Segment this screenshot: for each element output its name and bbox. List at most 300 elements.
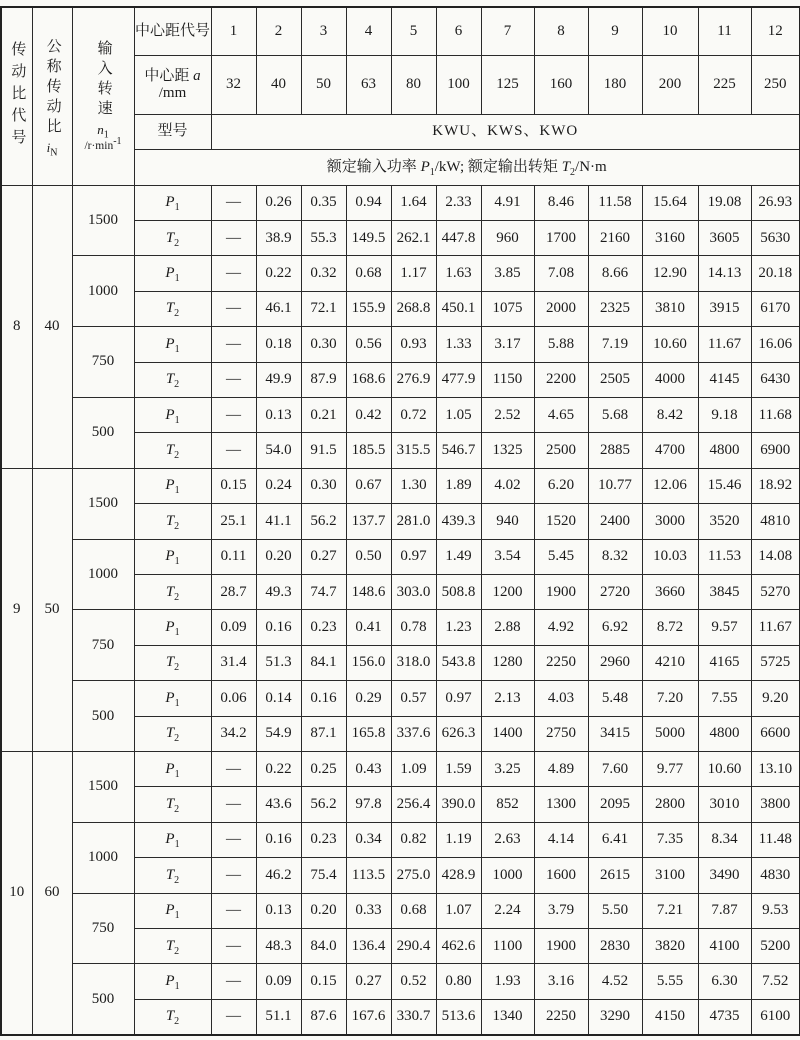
value-cell: 14.08 xyxy=(751,539,800,574)
value-cell: 165.8 xyxy=(346,716,391,751)
value-cell: 546.7 xyxy=(436,433,481,468)
value-cell: 3160 xyxy=(642,220,698,255)
value-cell: 0.26 xyxy=(256,185,301,220)
value-cell: 543.8 xyxy=(436,645,481,680)
value-cell: 4145 xyxy=(698,362,751,397)
value-cell: 11.58 xyxy=(588,185,642,220)
value-cell: 49.3 xyxy=(256,575,301,610)
value-cell: 4.02 xyxy=(481,468,534,503)
value-cell: 2250 xyxy=(534,999,588,1035)
value-cell: 1075 xyxy=(481,291,534,326)
input-speed-cell: 1000 xyxy=(72,822,134,893)
value-cell: 3915 xyxy=(698,291,751,326)
value-cell: 10.60 xyxy=(642,327,698,362)
col-header-ratio-code xyxy=(1,7,32,185)
value-cell: 2615 xyxy=(588,858,642,893)
t2-row-label: $T_2$ xyxy=(134,575,211,610)
value-cell: 0.43 xyxy=(346,752,391,787)
value-cell: 2325 xyxy=(588,291,642,326)
value-cell: 4810 xyxy=(751,504,800,539)
value-cell: 0.78 xyxy=(391,610,436,645)
value-cell: 9.18 xyxy=(698,397,751,432)
value-cell: 55.3 xyxy=(301,220,346,255)
value-cell: 10.77 xyxy=(588,468,642,503)
value-cell: 2500 xyxy=(534,433,588,468)
value-cell: 7.08 xyxy=(534,256,588,291)
value-cell: 97.8 xyxy=(346,787,391,822)
value-cell: 318.0 xyxy=(391,645,436,680)
ratio-code-label: 传动比代号 xyxy=(9,41,26,152)
value-cell: 43.6 xyxy=(256,787,301,822)
value-cell: 54.0 xyxy=(256,433,301,468)
value-cell: 276.9 xyxy=(391,362,436,397)
value-cell: 0.30 xyxy=(301,327,346,362)
center-code-cell: 10 xyxy=(642,7,698,56)
value-cell: 2.33 xyxy=(436,185,481,220)
value-cell: 2400 xyxy=(588,504,642,539)
value-cell: 56.2 xyxy=(301,504,346,539)
value-cell: 0.15 xyxy=(301,964,346,999)
value-cell: 4165 xyxy=(698,645,751,680)
value-cell: 148.6 xyxy=(346,575,391,610)
value-cell: 0.93 xyxy=(391,327,436,362)
value-cell: 4700 xyxy=(642,433,698,468)
value-cell: 74.7 xyxy=(301,575,346,610)
value-cell: 167.6 xyxy=(346,999,391,1035)
value-cell: — xyxy=(211,893,256,928)
value-cell: 940 xyxy=(481,504,534,539)
value-cell: 2.52 xyxy=(481,397,534,432)
header-row-center-code xyxy=(1,7,800,56)
p1-row-label: $P_1$ xyxy=(134,964,211,999)
value-cell: 6600 xyxy=(751,716,800,751)
value-cell: 0.06 xyxy=(211,681,256,716)
value-cell: — xyxy=(211,185,256,220)
value-cell: 7.20 xyxy=(642,681,698,716)
value-cell: 3520 xyxy=(698,504,751,539)
value-cell: 0.72 xyxy=(391,397,436,432)
ratio-code-cell: 10 xyxy=(1,752,32,1035)
value-cell: 0.80 xyxy=(436,964,481,999)
value-cell: 1150 xyxy=(481,362,534,397)
value-cell: 462.6 xyxy=(436,929,481,964)
value-cell: 0.30 xyxy=(301,468,346,503)
value-cell: 5000 xyxy=(642,716,698,751)
input-speed-cell: 500 xyxy=(72,397,134,468)
value-cell: — xyxy=(211,752,256,787)
p1-row-label: $P_1$ xyxy=(134,752,211,787)
value-cell: 3100 xyxy=(642,858,698,893)
value-cell: 626.3 xyxy=(436,716,481,751)
value-cell: 1100 xyxy=(481,929,534,964)
value-cell: 34.2 xyxy=(211,716,256,751)
value-cell: 87.6 xyxy=(301,999,346,1035)
center-code-cell: 12 xyxy=(751,7,800,56)
value-cell: 450.1 xyxy=(436,291,481,326)
value-cell: 2.24 xyxy=(481,893,534,928)
ratio-code-cell: 9 xyxy=(1,468,32,751)
nominal-ratio-symbol: $i_N$ xyxy=(46,139,58,159)
value-cell: 1.30 xyxy=(391,468,436,503)
value-cell: 281.0 xyxy=(391,504,436,539)
center-code-cell: 6 xyxy=(436,7,481,56)
value-cell: 51.1 xyxy=(256,999,301,1035)
value-cell: 1.07 xyxy=(436,893,481,928)
value-cell: 4.03 xyxy=(534,681,588,716)
value-cell: 2160 xyxy=(588,220,642,255)
value-cell: 0.52 xyxy=(391,964,436,999)
value-cell: 0.16 xyxy=(301,681,346,716)
value-cell: 156.0 xyxy=(346,645,391,680)
value-cell: — xyxy=(211,929,256,964)
value-cell: 1900 xyxy=(534,929,588,964)
model-header-label: 型号 xyxy=(134,114,211,149)
value-cell: 0.67 xyxy=(346,468,391,503)
center-code-cell: 1 xyxy=(211,7,256,56)
value-cell: 4.92 xyxy=(534,610,588,645)
value-cell: 8.72 xyxy=(642,610,698,645)
value-cell: 2250 xyxy=(534,645,588,680)
value-cell: 1600 xyxy=(534,858,588,893)
value-cell: 7.19 xyxy=(588,327,642,362)
value-cell: 1.17 xyxy=(391,256,436,291)
value-cell: 155.9 xyxy=(346,291,391,326)
center-code-cell: 8 xyxy=(534,7,588,56)
nominal-ratio-label: 公称传动比 xyxy=(44,37,61,138)
rating-note: 额定输入功率 $P_1/kW$; 额定输出转矩 $T_2/N\cdot m$ xyxy=(134,150,800,185)
value-cell: 0.32 xyxy=(301,256,346,291)
data-row xyxy=(1,256,800,291)
value-cell: 7.21 xyxy=(642,893,698,928)
center-code-cell: 4 xyxy=(346,7,391,56)
value-cell: 337.6 xyxy=(391,716,436,751)
value-cell: 4800 xyxy=(698,433,751,468)
value-cell: 0.23 xyxy=(301,610,346,645)
value-cell: 2000 xyxy=(534,291,588,326)
value-cell: 5.48 xyxy=(588,681,642,716)
value-cell: — xyxy=(211,858,256,893)
center-dist-cell: 250 xyxy=(751,56,800,115)
value-cell: 2830 xyxy=(588,929,642,964)
p1-row-label: $P_1$ xyxy=(134,822,211,857)
value-cell: — xyxy=(211,327,256,362)
spec-table-body xyxy=(1,7,800,1035)
p1-row-label: $P_1$ xyxy=(134,539,211,574)
p1-row-label: $P_1$ xyxy=(134,610,211,645)
value-cell: 5.55 xyxy=(642,964,698,999)
value-cell: 49.9 xyxy=(256,362,301,397)
value-cell: 54.9 xyxy=(256,716,301,751)
value-cell: 46.1 xyxy=(256,291,301,326)
value-cell: 1280 xyxy=(481,645,534,680)
value-cell: 1.05 xyxy=(436,397,481,432)
value-cell: 3.25 xyxy=(481,752,534,787)
value-cell: 0.41 xyxy=(346,610,391,645)
value-cell: 75.4 xyxy=(301,858,346,893)
value-cell: 275.0 xyxy=(391,858,436,893)
center-dist-header-label: 中心距 a /mm xyxy=(134,56,211,115)
value-cell: 4100 xyxy=(698,929,751,964)
p1-row-label: $P_1$ xyxy=(134,681,211,716)
input-speed-cell: 1000 xyxy=(72,256,134,327)
value-cell: 1.63 xyxy=(436,256,481,291)
value-cell: 262.1 xyxy=(391,220,436,255)
value-cell: 447.8 xyxy=(436,220,481,255)
value-cell: 0.11 xyxy=(211,539,256,574)
value-cell: 7.60 xyxy=(588,752,642,787)
value-cell: 137.7 xyxy=(346,504,391,539)
value-cell: 1520 xyxy=(534,504,588,539)
value-cell: 149.5 xyxy=(346,220,391,255)
center-code-cell: 5 xyxy=(391,7,436,56)
value-cell: 6.20 xyxy=(534,468,588,503)
value-cell: 168.6 xyxy=(346,362,391,397)
value-cell: 11.68 xyxy=(751,397,800,432)
center-dist-cell: 80 xyxy=(391,56,436,115)
data-row xyxy=(1,468,800,503)
value-cell: 5630 xyxy=(751,220,800,255)
value-cell: 2720 xyxy=(588,575,642,610)
value-cell: 4.91 xyxy=(481,185,534,220)
value-cell: 3.17 xyxy=(481,327,534,362)
value-cell: 2.63 xyxy=(481,822,534,857)
value-cell: 2505 xyxy=(588,362,642,397)
value-cell: 5.68 xyxy=(588,397,642,432)
value-cell: 0.18 xyxy=(256,327,301,362)
value-cell: 0.34 xyxy=(346,822,391,857)
value-cell: 16.06 xyxy=(751,327,800,362)
value-cell: 290.4 xyxy=(391,929,436,964)
value-cell: 4000 xyxy=(642,362,698,397)
center-code-header-label: 中心距代号 xyxy=(134,7,211,56)
value-cell: 48.3 xyxy=(256,929,301,964)
value-cell: 84.1 xyxy=(301,645,346,680)
value-cell: — xyxy=(211,964,256,999)
model-value: KWU、KWS、KWO xyxy=(211,114,800,149)
value-cell: 508.8 xyxy=(436,575,481,610)
value-cell: 0.29 xyxy=(346,681,391,716)
value-cell: 7.52 xyxy=(751,964,800,999)
value-cell: 0.97 xyxy=(436,681,481,716)
value-cell: 477.9 xyxy=(436,362,481,397)
value-cell: — xyxy=(211,999,256,1035)
value-cell: 439.3 xyxy=(436,504,481,539)
data-row xyxy=(1,893,800,928)
center-dist-cell: 100 xyxy=(436,56,481,115)
value-cell: 10.03 xyxy=(642,539,698,574)
data-row xyxy=(1,964,800,999)
value-cell: 3.79 xyxy=(534,893,588,928)
value-cell: 5.45 xyxy=(534,539,588,574)
value-cell: — xyxy=(211,256,256,291)
value-cell: 0.23 xyxy=(301,822,346,857)
value-cell: 8.46 xyxy=(534,185,588,220)
value-cell: 38.9 xyxy=(256,220,301,255)
value-cell: 11.67 xyxy=(751,610,800,645)
value-cell: 0.13 xyxy=(256,397,301,432)
value-cell: 3605 xyxy=(698,220,751,255)
value-cell: 3.54 xyxy=(481,539,534,574)
data-row xyxy=(1,327,800,362)
value-cell: 2095 xyxy=(588,787,642,822)
value-cell: 0.13 xyxy=(256,893,301,928)
center-dist-cell: 180 xyxy=(588,56,642,115)
t2-row-label: $T_2$ xyxy=(134,929,211,964)
value-cell: 0.22 xyxy=(256,752,301,787)
value-cell: 268.8 xyxy=(391,291,436,326)
t2-row-label: $T_2$ xyxy=(134,504,211,539)
value-cell: 4.14 xyxy=(534,822,588,857)
value-cell: 5.50 xyxy=(588,893,642,928)
value-cell: 3800 xyxy=(751,787,800,822)
value-cell: 303.0 xyxy=(391,575,436,610)
value-cell: 11.53 xyxy=(698,539,751,574)
col-header-input-speed xyxy=(72,7,134,185)
center-code-cell: 11 xyxy=(698,7,751,56)
value-cell: 7.87 xyxy=(698,893,751,928)
value-cell: 3010 xyxy=(698,787,751,822)
value-cell: 2200 xyxy=(534,362,588,397)
t2-row-label: $T_2$ xyxy=(134,787,211,822)
center-dist-cell: 225 xyxy=(698,56,751,115)
value-cell: 0.56 xyxy=(346,327,391,362)
value-cell: 11.48 xyxy=(751,822,800,857)
value-cell: 4210 xyxy=(642,645,698,680)
value-cell: 87.1 xyxy=(301,716,346,751)
value-cell: 3000 xyxy=(642,504,698,539)
value-cell: 0.33 xyxy=(346,893,391,928)
value-cell: 0.35 xyxy=(301,185,346,220)
value-cell: 330.7 xyxy=(391,999,436,1035)
value-cell: 1.33 xyxy=(436,327,481,362)
value-cell: 513.6 xyxy=(436,999,481,1035)
input-speed-cell: 1500 xyxy=(72,468,134,539)
value-cell: 6.30 xyxy=(698,964,751,999)
value-cell: 0.21 xyxy=(301,397,346,432)
input-speed-cell: 1500 xyxy=(72,752,134,823)
value-cell: 1400 xyxy=(481,716,534,751)
value-cell: 87.9 xyxy=(301,362,346,397)
value-cell: 1.19 xyxy=(436,822,481,857)
value-cell: 0.20 xyxy=(301,893,346,928)
value-cell: 41.1 xyxy=(256,504,301,539)
data-row xyxy=(1,185,800,220)
value-cell: 31.4 xyxy=(211,645,256,680)
center-dist-cell: 32 xyxy=(211,56,256,115)
value-cell: 1.93 xyxy=(481,964,534,999)
value-cell: 3290 xyxy=(588,999,642,1035)
value-cell: 8.66 xyxy=(588,256,642,291)
value-cell: 0.14 xyxy=(256,681,301,716)
value-cell: 6430 xyxy=(751,362,800,397)
value-cell: 3.16 xyxy=(534,964,588,999)
value-cell: 11.67 xyxy=(698,327,751,362)
input-speed-cell: 750 xyxy=(72,893,134,964)
value-cell: 2750 xyxy=(534,716,588,751)
value-cell: 0.68 xyxy=(346,256,391,291)
center-code-cell: 7 xyxy=(481,7,534,56)
value-cell: 315.5 xyxy=(391,433,436,468)
value-cell: 1325 xyxy=(481,433,534,468)
value-cell: 72.1 xyxy=(301,291,346,326)
value-cell: 0.42 xyxy=(346,397,391,432)
value-cell: 1300 xyxy=(534,787,588,822)
center-dist-cell: 63 xyxy=(346,56,391,115)
p1-row-label: $P_1$ xyxy=(134,256,211,291)
value-cell: — xyxy=(211,291,256,326)
value-cell: 15.64 xyxy=(642,185,698,220)
value-cell: 4800 xyxy=(698,716,751,751)
value-cell: 1.23 xyxy=(436,610,481,645)
value-cell: 5200 xyxy=(751,929,800,964)
value-cell: 6.41 xyxy=(588,822,642,857)
t2-row-label: $T_2$ xyxy=(134,291,211,326)
input-speed-cell: 1000 xyxy=(72,539,134,610)
value-cell: 19.08 xyxy=(698,185,751,220)
value-cell: 3.85 xyxy=(481,256,534,291)
value-cell: 0.94 xyxy=(346,185,391,220)
ratio-code-cell: 8 xyxy=(1,185,32,468)
input-speed-symbol: $n_1$ xyxy=(97,122,109,141)
value-cell: 12.90 xyxy=(642,256,698,291)
value-cell: 2885 xyxy=(588,433,642,468)
value-cell: 8.32 xyxy=(588,539,642,574)
value-cell: 51.3 xyxy=(256,645,301,680)
t2-row-label: $T_2$ xyxy=(134,999,211,1035)
input-speed-unit: $/r\cdot\min^{-1}$ xyxy=(84,135,122,152)
spec-table xyxy=(0,6,800,1036)
value-cell: 9.77 xyxy=(642,752,698,787)
value-cell: — xyxy=(211,787,256,822)
value-cell: 185.5 xyxy=(346,433,391,468)
value-cell: 0.16 xyxy=(256,610,301,645)
value-cell: 10.60 xyxy=(698,752,751,787)
value-cell: 0.68 xyxy=(391,893,436,928)
value-cell: 0.16 xyxy=(256,822,301,857)
value-cell: 7.35 xyxy=(642,822,698,857)
value-cell: 5725 xyxy=(751,645,800,680)
value-cell: 5270 xyxy=(751,575,800,610)
value-cell: 1000 xyxy=(481,858,534,893)
center-dist-cell: 200 xyxy=(642,56,698,115)
value-cell: 1.89 xyxy=(436,468,481,503)
value-cell: 6.92 xyxy=(588,610,642,645)
value-cell: 28.7 xyxy=(211,575,256,610)
value-cell: 3415 xyxy=(588,716,642,751)
value-cell: 9.53 xyxy=(751,893,800,928)
center-dist-cell: 50 xyxy=(301,56,346,115)
value-cell: 5.88 xyxy=(534,327,588,362)
t2-row-label: $T_2$ xyxy=(134,433,211,468)
center-dist-cell: 40 xyxy=(256,56,301,115)
nominal-ratio-cell: 50 xyxy=(32,468,72,751)
value-cell: 12.06 xyxy=(642,468,698,503)
p1-row-label: $P_1$ xyxy=(134,893,211,928)
p1-row-label: $P_1$ xyxy=(134,327,211,362)
value-cell: 14.13 xyxy=(698,256,751,291)
input-speed-cell: 500 xyxy=(72,964,134,1035)
center-code-cell: 9 xyxy=(588,7,642,56)
value-cell: 13.10 xyxy=(751,752,800,787)
value-cell: 91.5 xyxy=(301,433,346,468)
value-cell: 2.13 xyxy=(481,681,534,716)
value-cell: 0.09 xyxy=(256,964,301,999)
value-cell: 0.82 xyxy=(391,822,436,857)
t2-row-label: $T_2$ xyxy=(134,858,211,893)
value-cell: 0.57 xyxy=(391,681,436,716)
input-speed-cell: 500 xyxy=(72,681,134,752)
t2-row-label: $T_2$ xyxy=(134,362,211,397)
